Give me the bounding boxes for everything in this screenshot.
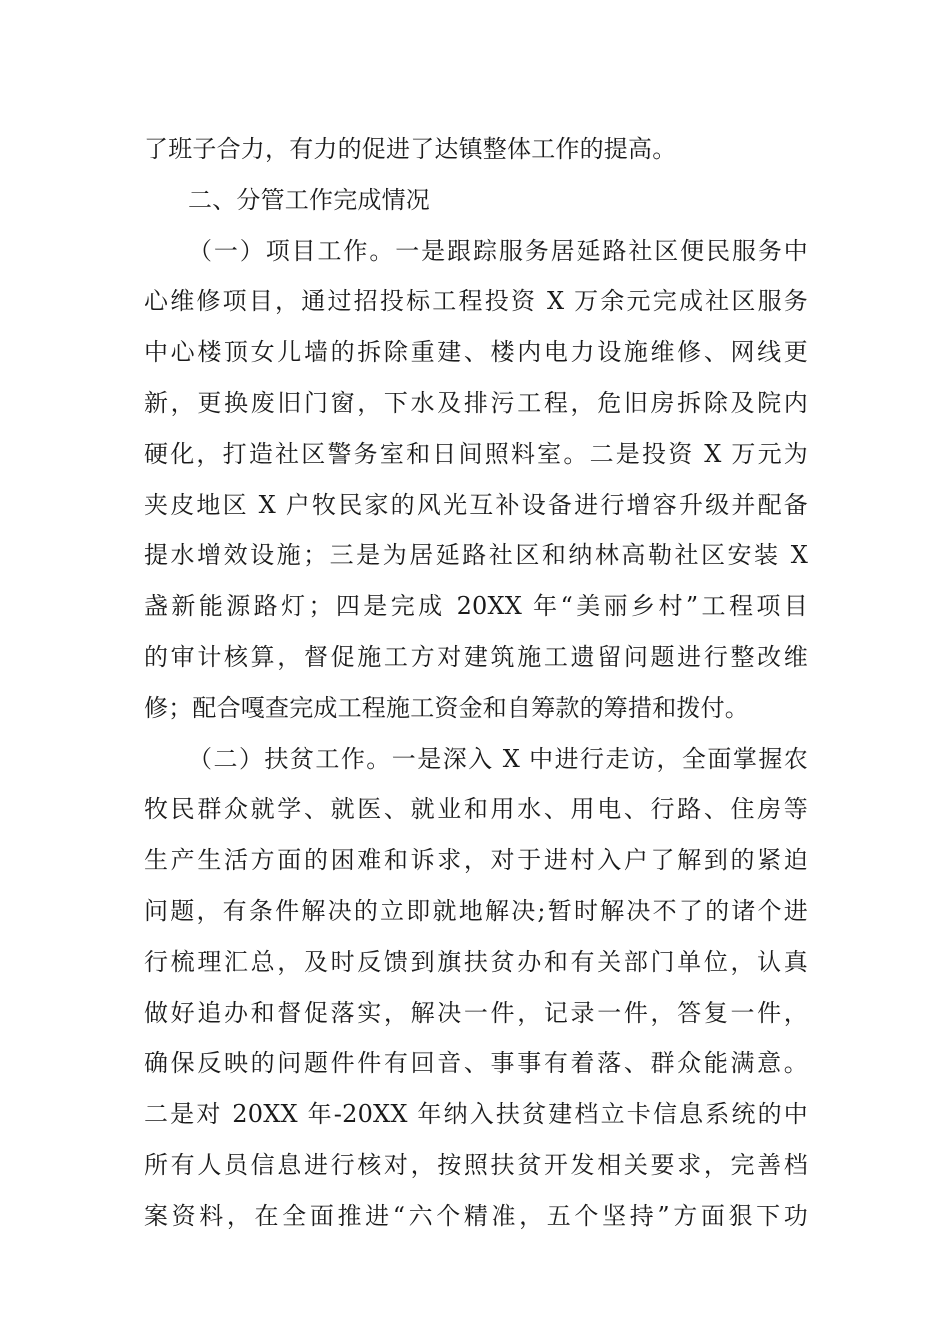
text-line: 修；配合嘎查完成工程施工资金和自筹款的筹措和拨付。 xyxy=(144,693,749,722)
text-line: 提水增效设施；三是为居延路社区和纳林高勒社区安装 X xyxy=(144,541,808,570)
text-line: 的审计核算，督促施工方对建筑施工遗留问题进行整改维 xyxy=(144,642,808,671)
text-line: 中心楼顶女儿墙的拆除重建、楼内电力设施维修、网线更 xyxy=(144,338,808,367)
document-body xyxy=(144,124,808,1242)
text-line: 心维修项目，通过招投标工程投资 X 万余元完成社区服务 xyxy=(144,287,808,316)
text-line: （一）项目工作。一是跟踪服务居延路社区便民服务中 xyxy=(188,236,808,265)
text-line: 盏新能源路灯；四是完成 20XX 年“美丽乡村”工程项目 xyxy=(144,592,808,621)
text-line: 问题，有条件解决的立即就地解决;暂时解决不了的诸个进 xyxy=(144,896,808,925)
text-line: 所有人员信息进行核对，按照扶贫开发相关要求，完善档 xyxy=(144,1150,808,1179)
text-line: （二）扶贫工作。一是深入 X 中进行走访，全面掌握农 xyxy=(188,744,808,773)
text-line: 硬化，打造社区警务室和日间照料室。二是投资 X 万元为 xyxy=(144,439,808,468)
text-line: 二是对 20XX 年-20XX 年纳入扶贫建档立卡信息系统的中 xyxy=(144,1100,808,1129)
text-line: 新，更换废旧门窗，下水及排污工程，危旧房拆除及院内 xyxy=(144,388,808,417)
text-line: 做好追办和督促落实，解决一件，记录一件，答复一件， xyxy=(144,998,808,1027)
text-line: 确保反映的问题件件有回音、事事有着落、群众能满意。 xyxy=(144,1049,808,1078)
text-line: 生产生活方面的困难和诉求，对于进村入户了解到的紧迫 xyxy=(144,846,808,875)
text-line: 案资料，在全面推进“六个精准，五个坚持”方面狠下功 xyxy=(144,1201,808,1230)
text-line: 牧民群众就学、就医、就业和用水、用电、行路、住房等 xyxy=(144,795,808,824)
text-line: 夹皮地区 X 户牧民家的风光互补设备进行增容升级并配备 xyxy=(144,490,808,519)
section-heading: 二、分管工作完成情况 xyxy=(188,185,430,214)
text-line: 行梳理汇总，及时反馈到旗扶贫办和有关部门单位，认真 xyxy=(144,947,808,976)
text-line: 了班子合力，有力的促进了达镇整体工作的提高。 xyxy=(144,135,677,163)
